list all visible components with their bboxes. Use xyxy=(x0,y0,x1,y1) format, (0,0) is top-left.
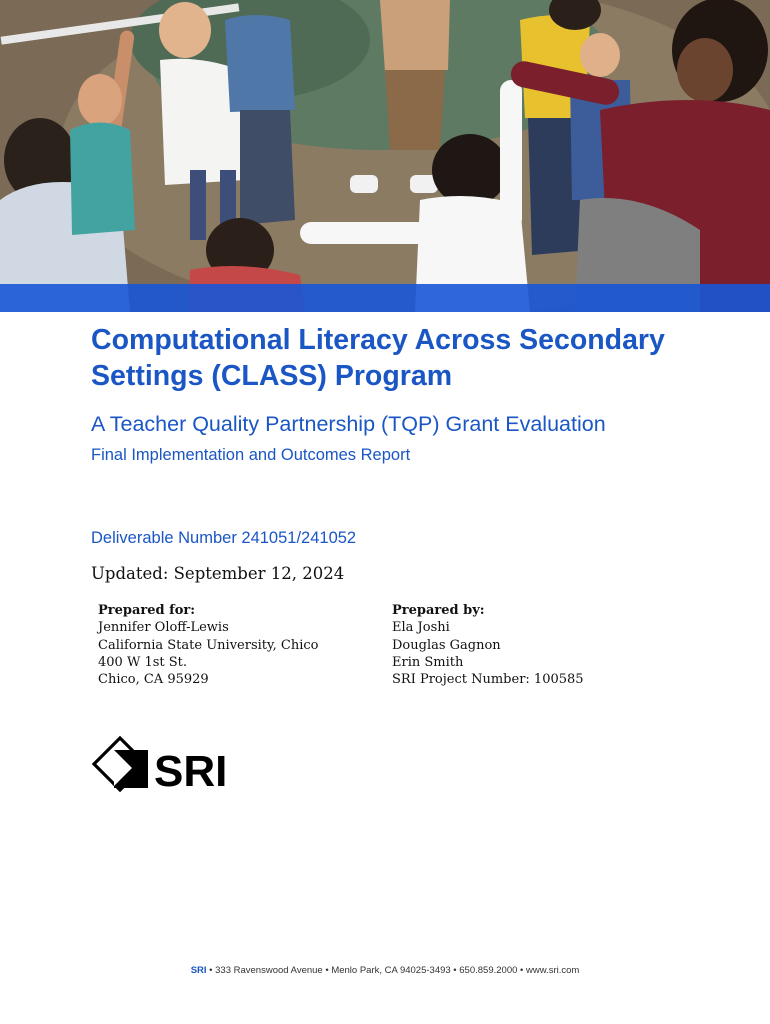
deliverable-number: Deliverable Number 241051/241052 xyxy=(91,529,357,547)
prepared-for-line: 400 W 1st St. xyxy=(98,654,188,670)
hero-photo xyxy=(0,0,770,312)
report-subtitle: A Teacher Quality Partnership (TQP) Grant Evaluation xyxy=(91,412,606,436)
footer-address: • 333 Ravenswood Avenue • Menlo Park, CA 94025-3493 • 650.859.2000 • www.sri.com xyxy=(206,965,580,976)
hero-accent-band xyxy=(0,284,770,312)
prepared-by-block xyxy=(392,602,584,688)
sri-logo-icon xyxy=(94,738,148,790)
prepared-by-line: Ela Joshi xyxy=(392,620,450,636)
footer-brand: SRI xyxy=(190,965,207,976)
prepared-by-line: Douglas Gagnon xyxy=(392,637,501,653)
report-type: Final Implementation and Outcomes Report xyxy=(91,446,411,464)
prepared-for-line: Jennifer Oloff-Lewis xyxy=(98,620,229,636)
prepared-by-heading: Prepared by: xyxy=(392,603,485,618)
sri-logo-text: SRI xyxy=(154,747,228,792)
page-footer xyxy=(0,965,770,976)
prepared-by-line: SRI Project Number: 100585 xyxy=(392,672,584,688)
prepared-by-line: Erin Smith xyxy=(392,654,464,670)
prepared-for-heading: Prepared for: xyxy=(98,603,196,618)
prepared-for-block xyxy=(98,602,318,688)
updated-date: Updated: September 12, 2024 xyxy=(91,564,345,583)
prepared-for-line: California State University, Chico xyxy=(98,637,319,653)
prepared-for-line: Chico, CA 95929 xyxy=(98,672,209,688)
sri-logo xyxy=(92,736,232,792)
report-title: Computational Literacy Across Secondary Settings (CLASS) Program xyxy=(91,324,665,392)
